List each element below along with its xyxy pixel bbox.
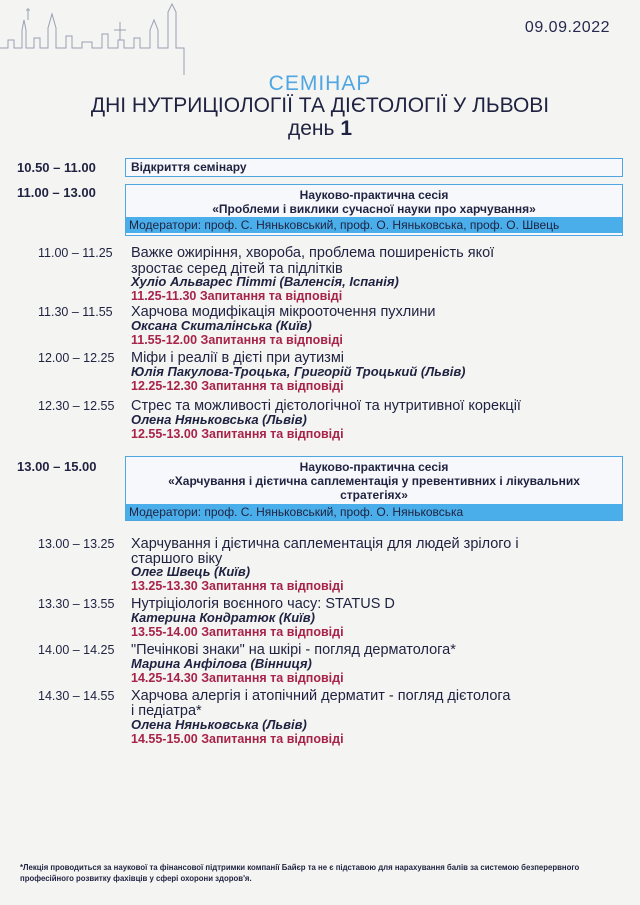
day-number: 1 <box>340 117 352 140</box>
session-1-time: 11.00 – 13.00 <box>17 185 96 200</box>
session-2-title-line1: «Харчування і дієтична саплементація у превентивних і лікувальних <box>168 474 580 488</box>
talk-1-qa: 11.25-11.30 Запитання та відповіді <box>131 289 343 303</box>
talk-4-time: 12.30 – 12.55 <box>38 399 115 413</box>
talk-6-qa: 13.55-14.00 Запитання та відповіді <box>131 625 344 639</box>
talk-5-speaker: Олег Швець (Київ) <box>131 564 251 579</box>
event-date: 09.09.2022 <box>524 19 610 36</box>
session-2-title-line2: стратегіях» <box>340 488 408 502</box>
opening-time: 10.50 – 11.00 <box>17 160 96 175</box>
talk-6-time: 13.30 – 13.55 <box>38 597 115 611</box>
talk-5-qa: 13.25-13.30 Запитання та відповіді <box>131 579 344 593</box>
seminar-label: СЕМІНАР <box>268 72 372 95</box>
session-1-title: «Проблеми і виклики сучасної науки про харчування» <box>212 202 536 216</box>
session-1-moderators: Модератори: проф. С. Няньковський, проф. О. Няньковська, проф. О. Швець <box>126 217 622 233</box>
talk-5-title-line2: старшого віку <box>131 551 223 567</box>
talk-3-time: 12.00 – 12.25 <box>38 351 115 365</box>
city-skyline-graphic <box>0 0 190 80</box>
talk-7-qa: 14.25-14.30 Запитання та відповіді <box>131 671 344 685</box>
talk-4-qa: 12.55-13.00 Запитання та відповіді <box>131 427 344 441</box>
talk-4-title: Стрес та можливості дієтологічної та нутритивної корекції <box>131 398 521 414</box>
day-word: день <box>287 117 335 140</box>
footnote: *Лекція проводиться за наукової та фінансової підтримки компанії Байєр та не є підставою для нарахування балів за системою безперервного професійного розвитку фахівців у сфері охорони здоров'я. <box>20 863 580 883</box>
session-2-type: Науково-практична сесія <box>299 460 449 474</box>
session-2-time: 13.00 – 15.00 <box>17 459 97 474</box>
talk-5-time: 13.00 – 13.25 <box>38 537 115 551</box>
page-title: ДНІ НУТРИЦІОЛОГІЇ ТА ДІЄТОЛОГІЇ У ЛЬВОВІ <box>90 94 550 117</box>
talk-3-speaker: Юлія Пакулова-Троцька, Григорій Троцький (Львів) <box>131 364 466 379</box>
talk-7-time: 14.00 – 14.25 <box>38 643 115 657</box>
session-1-type: Науково-практична сесія <box>299 188 449 202</box>
session-1-box <box>125 184 623 236</box>
talk-1-time: 11.00 – 11.25 <box>38 246 113 260</box>
talk-5-title-line1: Харчування і дієтична саплементація для людей зрілого і <box>131 536 519 552</box>
talk-6-speaker: Катерина Кондратюк (Київ) <box>131 610 315 625</box>
talk-3-title: Міфи і реалії в дієті при аутизмі <box>131 350 345 366</box>
opening-box <box>125 158 623 177</box>
talk-8-title-line2: і педіатра* <box>131 703 202 719</box>
session-2-moderators: Модератори: проф. С. Няньковський, проф. О. Няньковська <box>126 504 622 520</box>
talk-6-title: Нутріціологія воєнного часу: STATUS D <box>131 596 395 612</box>
talk-7-title: "Печінкові знаки" на шкірі - погляд дерматолога* <box>131 642 456 658</box>
talk-2-title: Харчова модифікація мікрооточення пухлини <box>131 304 436 320</box>
talk-1-title-line1: Важке ожиріння, хвороба, проблема поширеність якої <box>131 245 495 261</box>
talk-1-title-line2: зростає серед дітей та підлітків <box>131 261 343 277</box>
talk-8-title-line1: Харчова алергія і атопічний дерматит - погляд дієтолога <box>131 688 511 704</box>
talk-2-time: 11.30 – 11.55 <box>38 305 113 319</box>
talk-7-speaker: Марина Анфілова (Вінниця) <box>131 656 312 671</box>
talk-2-qa: 11.55-12.00 Запитання та відповіді <box>131 333 343 347</box>
talk-8-time: 14.30 – 14.55 <box>38 689 115 703</box>
opening-label: Відкриття семінару <box>131 160 247 174</box>
talk-8-speaker: Олена Няньковська (Львів) <box>131 717 307 732</box>
session-2-box <box>125 456 623 521</box>
talk-1-speaker: Хуліо Альварес Пітті (Валенсія, Іспанія) <box>131 274 399 289</box>
talk-3-qa: 12.25-12.30 Запитання та відповіді <box>131 379 344 393</box>
talk-8-qa: 14.55-15.00 Запитання та відповіді <box>131 732 344 746</box>
talk-4-speaker: Олена Няньковська (Львів) <box>131 412 307 427</box>
day-label <box>0 117 640 141</box>
talk-2-speaker: Оксана Скиталінська (Київ) <box>131 318 312 333</box>
